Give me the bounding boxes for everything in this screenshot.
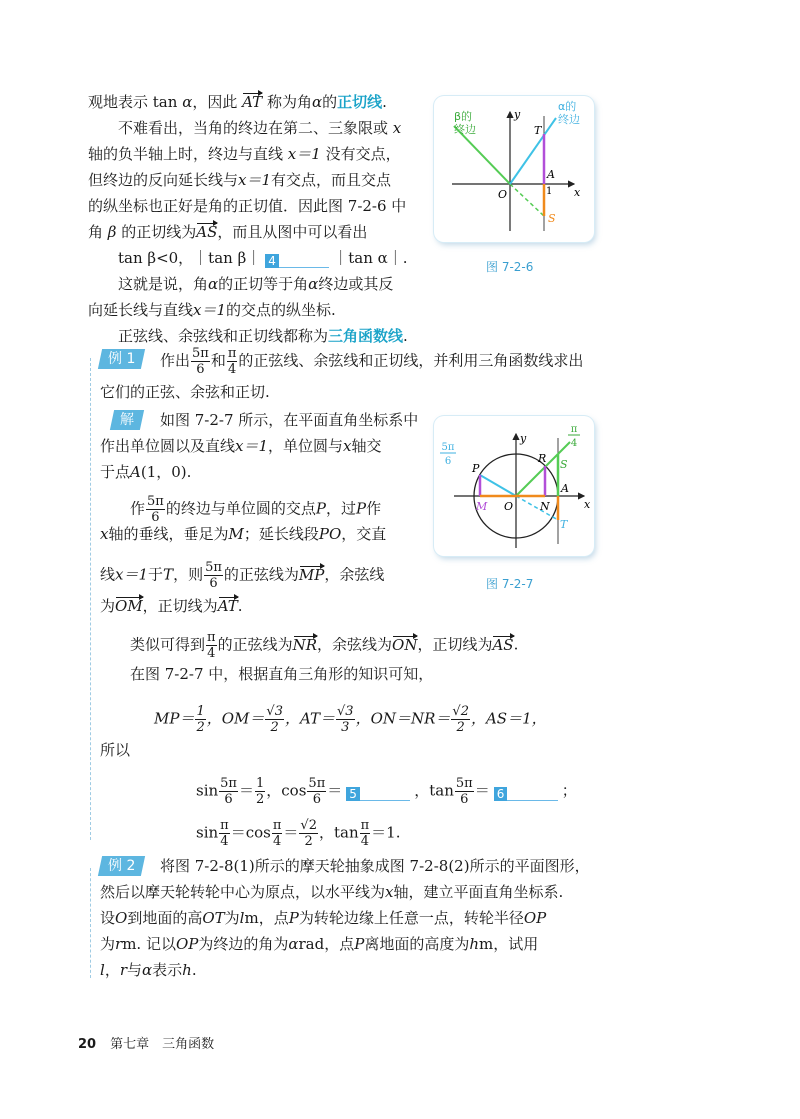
text: 离地面的高度为 — [364, 935, 470, 953]
math-alpha: α — [182, 93, 193, 111]
extension-beta — [510, 184, 544, 216]
math-alpha: α — [142, 961, 153, 979]
text-line — [118, 118, 401, 138]
math-alpha: α — [311, 93, 323, 111]
math-OT: OT — [202, 909, 225, 927]
math-l: l — [100, 961, 105, 979]
keyword-trig-lines: 三角函数线 — [328, 327, 404, 345]
math-beta: β — [107, 223, 117, 241]
text: 轴的垂线，垂足为 — [108, 525, 229, 543]
text-line — [100, 740, 130, 760]
text: 为转轮边缘上任意一点，转轮半径 — [298, 909, 524, 927]
text: 这就是说，角 — [118, 275, 209, 293]
text: 轴，建立平面直角坐标系. — [393, 883, 564, 901]
text-line — [118, 326, 408, 346]
equation-line: sin $\frac{\pi}{4}$ ＝cos $\frac{\pi}{4}$ ＝ $\frac{√2}{2}$ ，tan $\frac{\pi}{4}$ ＝1. — [196, 818, 401, 849]
fraction: $\frac{5\pi}{6}$ — [220, 776, 237, 807]
text: 观地表示 tan — [88, 93, 178, 111]
fraction: $\frac{√2}{2}$ — [452, 704, 469, 735]
text: 轴的负半轴上时，终边与直线 — [88, 145, 284, 163]
text-line — [100, 934, 538, 954]
text-line — [118, 248, 408, 268]
text: . — [403, 327, 408, 345]
text-line — [100, 596, 243, 616]
text: 然后以摩天轮转轮中心为原点，以水平线为 — [100, 883, 386, 901]
text: 的正弦线、余弦线和正切线，并利用三角函数线求出 — [238, 351, 584, 370]
text: 角 — [88, 223, 104, 241]
label-y: y — [514, 108, 521, 121]
text: 于 — [148, 565, 164, 584]
text: ，交直 — [341, 525, 387, 543]
math-P: P — [354, 935, 365, 953]
label-A: A — [561, 482, 569, 495]
math-r: r — [119, 961, 127, 979]
label-T: T — [560, 518, 568, 531]
label-5pi: 5π — [441, 442, 455, 453]
text: 的正弦线为 — [223, 565, 299, 584]
math-alpha: α — [288, 935, 299, 953]
text: ， — [104, 961, 120, 979]
math-x: x — [100, 525, 109, 543]
figure-7-2-6-graphic — [434, 96, 594, 242]
figure-caption: 图 7-2-6 — [486, 260, 534, 274]
text: 的 — [322, 93, 338, 111]
text: ，余弦线为 — [317, 635, 393, 654]
math-T: T — [163, 565, 174, 584]
fraction: $\frac{5\pi}{6}$ — [147, 494, 164, 525]
text: . — [513, 635, 519, 654]
math-P: P — [288, 909, 299, 927]
text: 设 — [100, 909, 116, 927]
math-x: x — [392, 119, 402, 137]
figure-7-2-7 — [434, 416, 594, 556]
math-PO: PO — [318, 525, 342, 543]
text: 线 — [100, 565, 116, 584]
label-pi: π — [570, 424, 578, 435]
text: m，点 — [244, 909, 289, 927]
figure-7-2-7-graphic — [434, 416, 594, 556]
text: ，余弦线 — [324, 565, 385, 584]
math-eq: x＝1 — [238, 171, 272, 189]
text: 为 — [224, 909, 240, 927]
math-h: h — [469, 935, 479, 953]
blank-number: 4 — [265, 254, 279, 268]
label-6: 6 — [444, 456, 452, 467]
text-line — [130, 664, 433, 684]
text-line — [100, 560, 384, 591]
math-eq: x＝1 — [115, 565, 149, 584]
vector-OM: OM — [115, 597, 143, 615]
text: 作出单位圆以及直线 — [100, 437, 236, 455]
text: ，正切线为 — [142, 597, 218, 615]
label-O: O — [504, 500, 514, 513]
math-alpha: α — [308, 275, 319, 293]
text: 有交点，而且交点 — [271, 171, 392, 189]
label-T: T — [534, 124, 542, 137]
label-M: M — [476, 500, 488, 513]
math-P: P — [355, 499, 367, 518]
blank-number: 6 — [494, 787, 508, 801]
text-line — [130, 630, 518, 661]
text-line — [100, 382, 270, 402]
text: 到地面的高 — [127, 909, 203, 927]
vector-AS: AS — [492, 635, 514, 654]
text: 在图 7-2-7 中，根据直角三角形的知识可知， — [130, 665, 434, 683]
figure-7-2-6 — [434, 96, 594, 242]
text-line — [160, 410, 418, 430]
fraction: $\frac{\pi}{4}$ — [272, 818, 282, 849]
text: ，单位圆与 — [268, 437, 344, 455]
label-alpha-side: 终边 — [558, 113, 580, 126]
math-h: h — [182, 961, 192, 979]
example-1-tag: 例 1 — [98, 349, 146, 369]
math-eq: x＝1 — [193, 301, 227, 319]
label-N: N — [540, 500, 550, 513]
text: 作出 — [160, 351, 191, 370]
text: 与 — [127, 961, 143, 979]
math-M: M — [228, 525, 244, 543]
text-line — [88, 170, 391, 190]
answer-blank-4[interactable] — [265, 251, 329, 268]
text: 正弦线、余弦线和正切线都称为 — [118, 327, 329, 345]
label-A: A — [547, 168, 555, 181]
math-x: x — [343, 437, 352, 455]
text: 表示 — [152, 961, 183, 979]
text: 将图 7-2-8(1)所示的摩天轮抽象成图 7-2-8(2)所示的平面图形， — [160, 857, 590, 875]
vector-AT: AT — [217, 597, 238, 615]
text: 的正弦线为 — [217, 635, 293, 654]
label-R: R — [538, 452, 547, 465]
text: 和 — [210, 351, 226, 370]
text: 但终边的反向延长线与 — [88, 171, 239, 189]
text: 的正切线为 — [121, 223, 197, 241]
text: 的正切等于角 — [218, 275, 309, 293]
label-one: 1 — [546, 186, 553, 197]
text: 不难看出，当角的终边在第二、三象限或 — [118, 119, 389, 137]
fraction: $\frac{\pi}{4}$ — [207, 630, 216, 661]
text: . — [382, 93, 387, 111]
text: ｜tan α｜. — [333, 249, 408, 267]
vector-MP: MP — [298, 565, 325, 584]
math-O: O — [115, 909, 128, 927]
vector-ON: ON — [392, 635, 418, 654]
text: 作 — [366, 499, 382, 518]
text-line — [88, 144, 401, 164]
text: ；延长线段 — [243, 525, 319, 543]
terminal-side-5pi-6 — [480, 475, 516, 496]
text: (1，0). — [140, 463, 192, 481]
text-line — [100, 436, 382, 456]
page-footer — [78, 1035, 214, 1055]
text: 称为角 — [266, 93, 312, 111]
label-y: y — [520, 432, 527, 445]
example-2-tag: 例 2 — [98, 856, 146, 876]
math-l: l — [239, 909, 245, 927]
text-line — [160, 856, 590, 876]
text: 的终边与单位圆的交点 — [165, 499, 316, 518]
equation-line: sin $\frac{5\pi}{6}$ ＝ $\frac{1}{2}$ ，cos $\frac{5\pi}{6}$ ＝ 5 ，tan $\frac{5\pi}{6}$ ＝ 6 ； — [196, 776, 577, 807]
text: 为 — [100, 935, 116, 953]
math-eq: x＝1 — [235, 437, 269, 455]
fraction: $\frac{√3}{2}$ — [266, 704, 283, 735]
keyword-tangent-line: 正切线 — [337, 93, 383, 111]
text-line — [118, 274, 393, 294]
math-alpha: α — [208, 275, 219, 293]
text-line — [100, 462, 191, 482]
label-x: x — [584, 498, 591, 511]
text-line — [100, 960, 197, 980]
text: m，试用 — [479, 935, 539, 953]
text-line — [88, 300, 336, 320]
extension-PO — [516, 496, 558, 520]
text: tan β<0，｜tan β｜ — [118, 249, 262, 267]
figure-caption: 图 7-2-7 — [486, 577, 534, 591]
label-S: S — [548, 212, 556, 225]
vector-NR: NR — [292, 635, 317, 654]
text: 的交点的纵坐标. — [226, 301, 336, 319]
text: ，正切线为 — [417, 635, 493, 654]
vector-AS: AS — [196, 223, 218, 241]
text: ，而且从图中可以看出 — [217, 223, 368, 241]
fraction: $\frac{√3}{3}$ — [337, 704, 354, 735]
text: 所以 — [100, 741, 131, 759]
label-4: 4 — [570, 438, 578, 449]
math-OP: OP — [175, 935, 199, 953]
text-line — [100, 882, 563, 902]
example-margin-line — [90, 358, 91, 840]
label-beta: β的 — [454, 110, 473, 123]
blank-number: 5 — [346, 787, 360, 801]
example-margin-line — [90, 868, 91, 978]
text: 轴交 — [351, 437, 382, 455]
fraction: $\frac{√2}{2}$ — [300, 818, 317, 849]
text: 向延长线与直线 — [88, 301, 194, 319]
text: 的纵坐标也正好是角的正切值．因此图 7-2-6 中 — [88, 197, 407, 215]
fraction: $\frac{1}{2}$ — [196, 704, 205, 735]
text: m. 记以 — [122, 935, 176, 953]
text: 作 — [130, 499, 146, 518]
text: 为 — [100, 597, 116, 615]
text: . — [191, 961, 197, 979]
chapter-title: 第七章 三角函数 — [110, 1037, 215, 1052]
text: 它们的正弦、余弦和正切. — [100, 383, 270, 401]
math-r: r — [115, 935, 123, 953]
text-line — [88, 92, 387, 112]
fraction: $\frac{5\pi}{6}$ — [455, 776, 473, 807]
text-line — [88, 196, 406, 216]
label-x: x — [574, 186, 581, 199]
text: ，则 — [173, 565, 204, 584]
text: ，因此 — [192, 93, 238, 111]
text: 如图 7-2-7 所示，在平面直角坐标系中 — [160, 411, 419, 429]
math-eq: x＝1 — [287, 145, 321, 163]
answer-blank-6[interactable] — [494, 784, 558, 801]
fraction: $\frac{5\pi}{6}$ — [308, 776, 326, 807]
page-number: 20 — [78, 1037, 97, 1052]
label-O: O — [498, 188, 508, 201]
math-OP: OP — [523, 909, 547, 927]
text-line — [130, 494, 381, 525]
fraction: $\frac{\pi}{4}$ — [227, 346, 237, 377]
answer-blank-5[interactable] — [346, 784, 410, 801]
label-P: P — [472, 462, 480, 475]
text-line — [160, 346, 583, 377]
label-alpha: α的 — [558, 100, 577, 113]
text: ，过 — [325, 499, 356, 518]
math-A: A — [130, 463, 141, 481]
fraction: $\frac{5\pi}{6}$ — [205, 560, 222, 591]
math-P: P — [315, 499, 326, 518]
solution-tag: 解 — [110, 410, 144, 430]
fraction: $\frac{\pi}{4}$ — [360, 818, 370, 849]
label-S: S — [560, 458, 568, 471]
text-line — [88, 222, 367, 242]
fraction: $\frac{5\pi}{6}$ — [192, 346, 209, 377]
vector-AT: AT — [242, 93, 263, 111]
text: 类似可得到 — [130, 635, 206, 654]
text: 没有交点， — [325, 145, 401, 163]
text: 终边或其反 — [318, 275, 394, 293]
text-line — [100, 524, 386, 544]
equation-line: MP＝ $\frac{1}{2}$ ，OM＝ $\frac{√3}{2}$ ，AT＝ $\frac{√3}{3}$ ，ON＝NR＝ $\frac{√2}{2}$ ，AS＝1， — [154, 704, 547, 735]
label-beta-side: 终边 — [454, 123, 476, 136]
fraction: $\frac{1}{2}$ — [256, 776, 265, 807]
text: rad，点 — [298, 935, 355, 953]
math-x: x — [385, 883, 394, 901]
text: . — [237, 597, 243, 615]
text-line — [100, 908, 546, 928]
text: 于点 — [100, 463, 131, 481]
fraction: $\frac{\pi}{4}$ — [220, 818, 229, 849]
text: 为终边的角为 — [198, 935, 289, 953]
